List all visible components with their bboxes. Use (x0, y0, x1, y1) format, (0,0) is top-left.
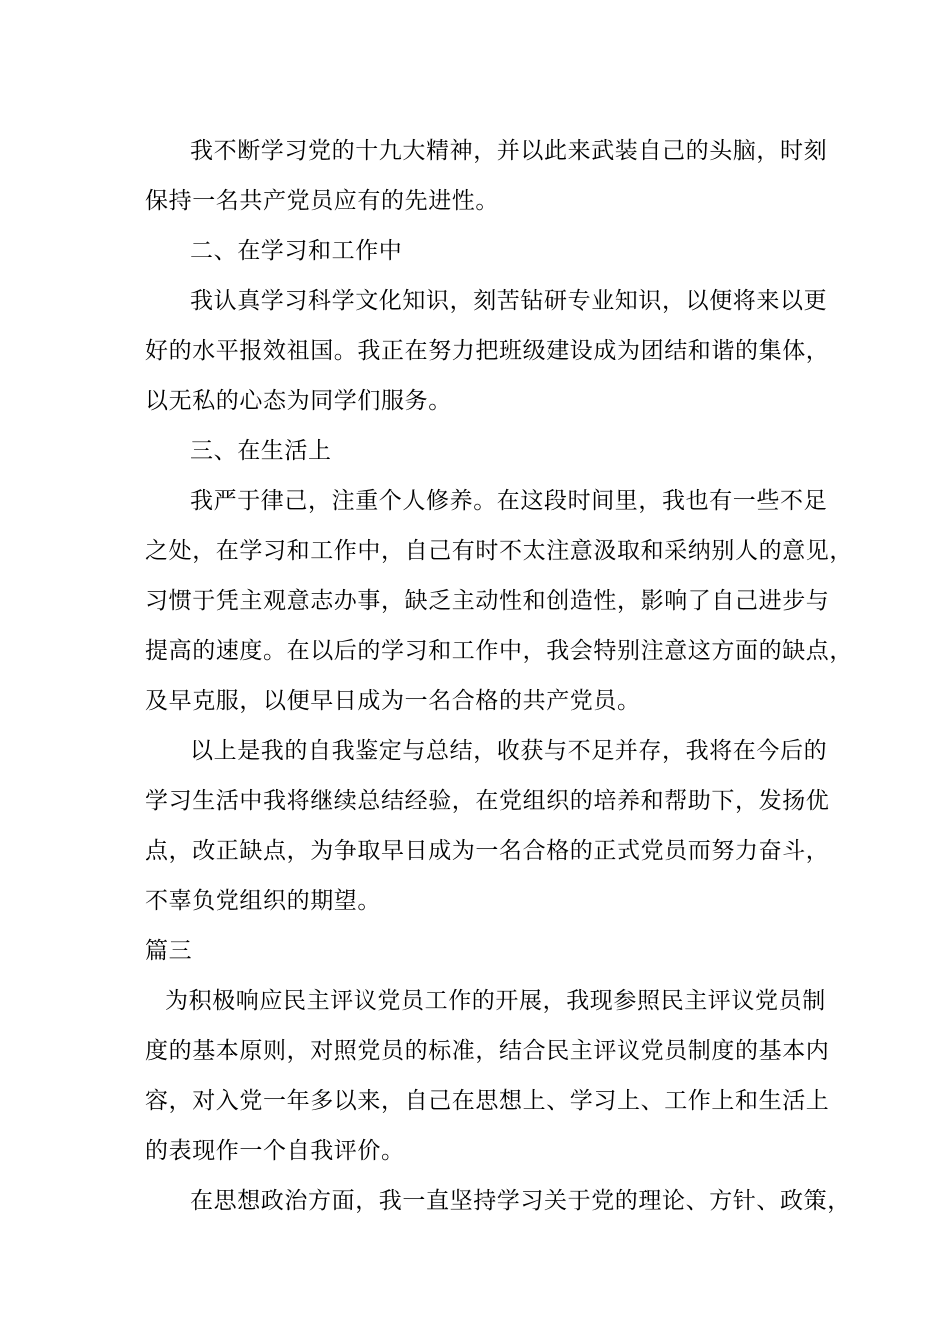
paragraph-line: 及早克服，以便早日成为一名合格的共产党员。 (145, 688, 641, 714)
paragraph-line: 以无私的心态为同学们服务。 (145, 388, 452, 414)
section-heading: 二、在学习和工作中 (190, 238, 403, 264)
paragraph-line: 之处，在学习和工作中，自己有时不太注意汲取和采纳别人的意见， (145, 538, 853, 564)
paragraph-line: 在思想政治方面，我一直坚持学习关于党的理论、方针、政策， (190, 1188, 851, 1214)
paragraph-line: 不辜负党组织的期望。 (145, 888, 381, 914)
paragraph-line: 的表现作一个自我评价。 (145, 1138, 405, 1164)
paragraph-line: 我认真学习科学文化知识，刻苦钻研专业知识，以便将来以更 (190, 288, 828, 314)
paragraph-line: 学习生活中我将继续总结经验，在党组织的培养和帮助下，发扬优 (145, 788, 830, 814)
paragraph-line: 我严于律己，注重个人修养。在这段时间里，我也有一些不足 (190, 488, 828, 514)
paragraph-line: 度的基本原则，对照党员的标准，结合民主评议党员制度的基本内 (145, 1038, 830, 1064)
paragraph-line: 点，改正缺点，为争取早日成为一名合格的正式党员而努力奋斗， (145, 838, 830, 864)
paragraph-line: 保持一名共产党员应有的先进性。 (145, 188, 499, 214)
chapter-heading: 篇三 (145, 938, 193, 964)
section-heading: 三、在生活上 (190, 438, 332, 464)
paragraph-line: 以上是我的自我鉴定与总结，收获与不足并存，我将在今后的 (190, 738, 828, 764)
paragraph-line: 为积极响应民主评议党员工作的开展，我现参照民主评议党员制 (165, 988, 826, 1014)
paragraph-line: 习惯于凭主观意志办事，缺乏主动性和创造性，影响了自己进步与 (145, 588, 830, 614)
paragraph-line: 容，对入党一年多以来，自己在思想上、学习上、工作上和生活上 (145, 1088, 830, 1114)
paragraph-line: 我不断学习党的十九大精神，并以此来武装自己的头脑，时刻 (190, 138, 828, 164)
paragraph-line: 好的水平报效祖国。我正在努力把班级建设成为团结和谐的集体， (145, 338, 830, 364)
paragraph-line: 提高的速度。在以后的学习和工作中，我会特别注意这方面的缺点， (145, 638, 853, 664)
